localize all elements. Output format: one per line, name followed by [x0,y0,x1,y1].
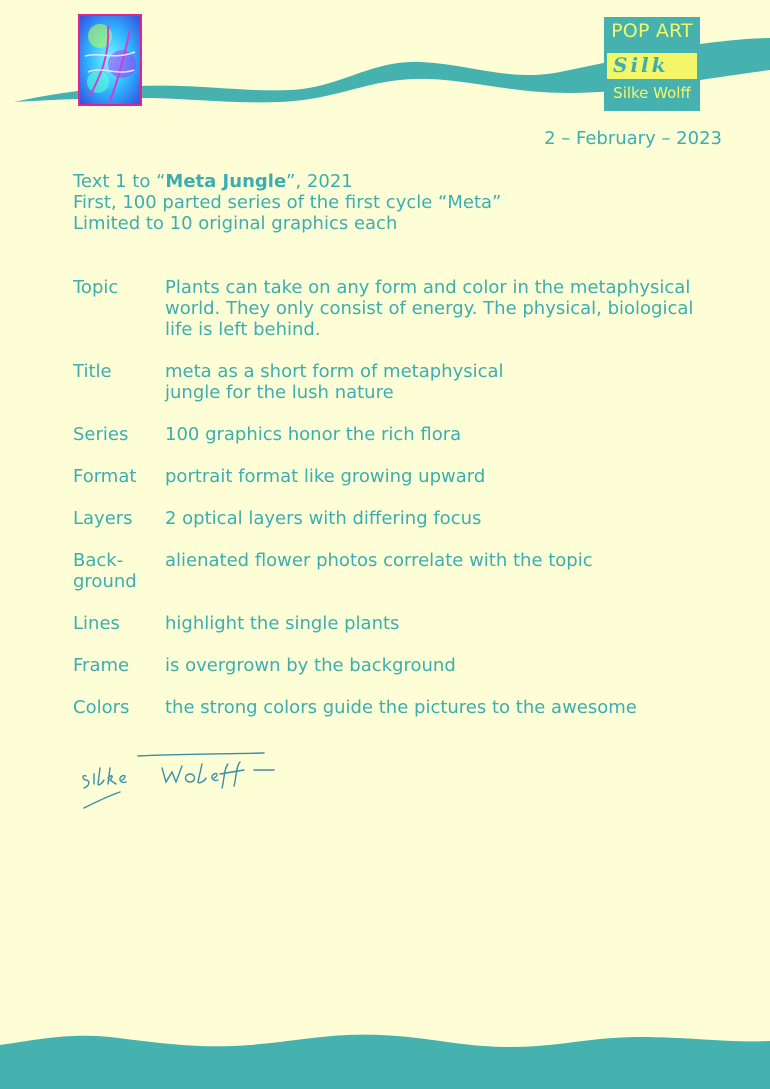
row-label: Frame [73,655,130,676]
logo-band [607,53,697,79]
intro-line-1 [73,171,501,192]
logo-artist-name: Silke Wolff [613,84,691,102]
handwritten-signature [78,748,278,818]
row-text [165,361,713,403]
row-text-line: meta as a short form of metaphysical [165,361,504,382]
row-label: Format [73,466,137,487]
row-label-line: Back- [73,550,124,571]
row-label: Series [73,424,129,445]
intro-prefix: Text 1 to “ [73,171,166,192]
intro-block [73,171,501,234]
row-text: alienated flower photos correlate with the topic [165,550,593,571]
row-text: portrait format like growing upward [165,466,486,487]
row-text: Plants can take on any form and color in the metaphysical world. They only consist of energy. The physical, biological life is left behind. [165,277,694,340]
logo-signature: Silk [613,53,669,77]
footer-wave [0,1029,770,1089]
row-label: Layers [73,508,133,529]
row-text: 2 optical layers with differing focus [165,508,482,529]
row-label: Lines [73,613,120,634]
row-text: is overgrown by the background [165,655,456,676]
row-text: highlight the single plants [165,613,400,634]
intro-line-3: Limited to 10 original graphics each [73,213,398,234]
intro-suffix: ”, 2021 [286,171,353,192]
row-label: Title [73,361,112,382]
intro-line-2: First, 100 parted series of the first cycle “Meta” [73,192,502,213]
row-label [73,550,158,592]
row-text-line: jungle for the lush nature [165,382,394,403]
row-text: the strong colors guide the pictures to the awesome [165,697,637,718]
intro-title: Meta Jungle [165,171,287,192]
pop-art-logo [604,17,700,111]
row-label: Topic [73,277,119,298]
logo-title: POP ART [611,20,693,42]
row-text: 100 graphics honor the rich flora [165,424,462,445]
artwork-thumbnail [78,14,142,106]
row-label-line: ground [73,571,137,592]
document-date: 2 – February – 2023 [544,128,722,149]
row-label: Colors [73,697,130,718]
